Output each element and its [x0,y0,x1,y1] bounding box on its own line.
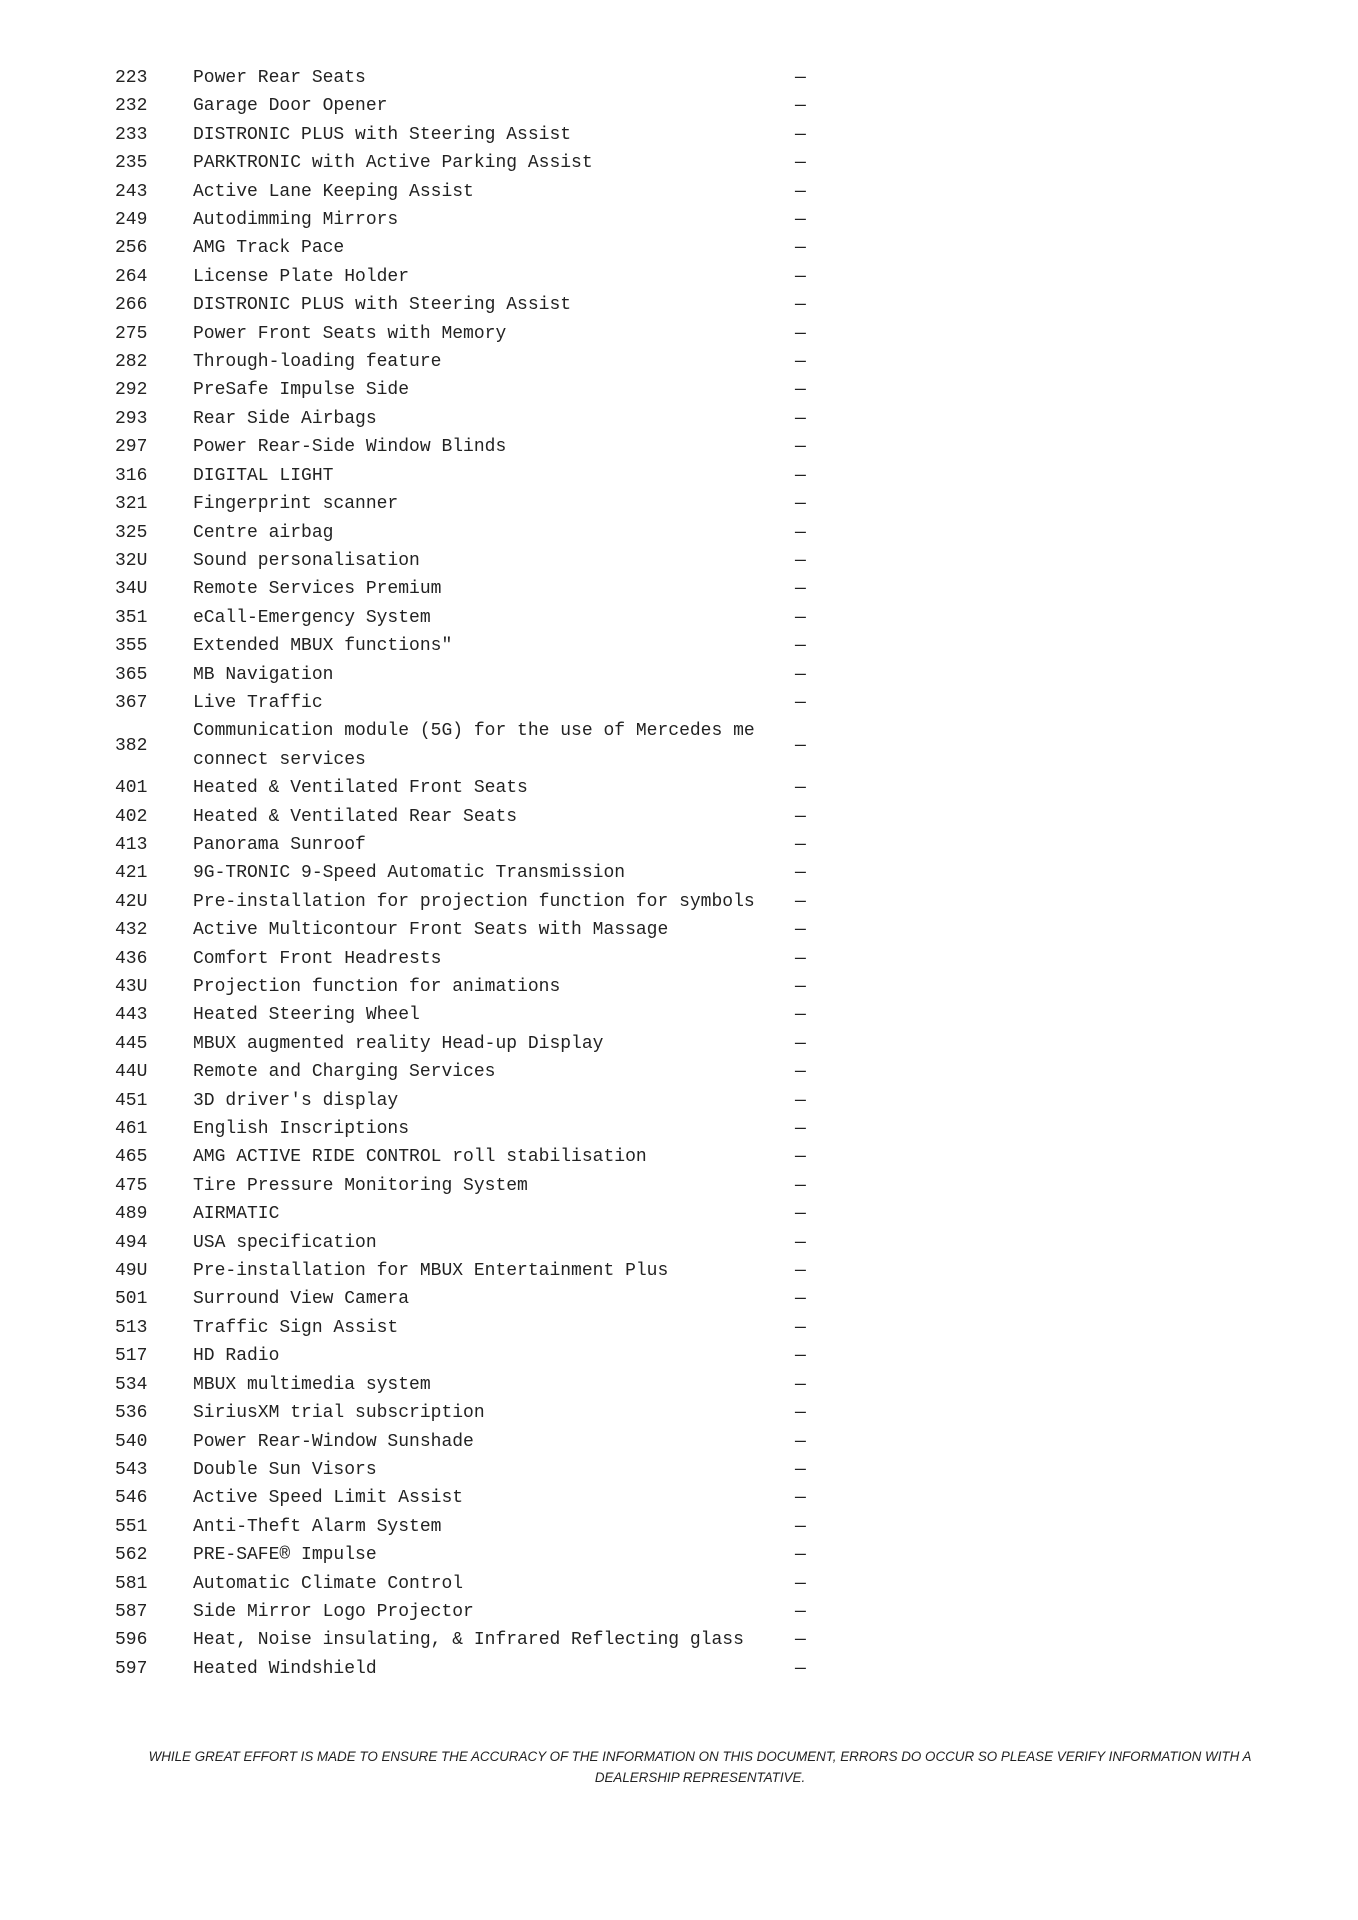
option-row [115,831,845,859]
option-value: — [795,1175,806,1196]
option-row [115,1428,845,1456]
option-value: — [795,1658,806,1679]
option-code: 402 [115,806,148,827]
option-name: PARKTRONIC with Active Parking Assist [193,153,593,174]
option-name: Heated & Ventilated Front Seats [193,778,528,799]
option-name: Pre-installation for projection function for symbols [193,891,755,912]
option-row [115,1342,845,1370]
option-row [115,859,845,887]
option-code: 461 [115,1119,148,1140]
option-code: 282 [115,352,148,373]
option-row [115,973,845,1001]
option-row [115,1456,845,1484]
option-row [115,888,845,916]
option-row [115,1257,845,1285]
option-code: 540 [115,1431,148,1452]
option-value: — [795,1630,806,1651]
option-value: — [795,1545,806,1566]
option-code: 275 [115,323,148,344]
option-code: 325 [115,522,148,543]
option-code: 293 [115,408,148,429]
option-value: — [795,664,806,685]
option-name: SiriusXM trial subscription [193,1403,485,1424]
option-value: — [795,550,806,571]
option-value: — [795,920,806,941]
option-code: 581 [115,1573,148,1594]
option-value: — [795,579,806,600]
option-code: 517 [115,1346,148,1367]
option-value: — [795,465,806,486]
option-name: Live Traffic [193,692,323,713]
option-code: 494 [115,1232,148,1253]
option-name: Side Mirror Logo Projector [193,1601,474,1622]
option-code: 232 [115,96,148,117]
option-row [115,178,845,206]
option-row [115,92,845,120]
option-name: MB Navigation [193,664,334,685]
option-value: — [795,295,806,316]
option-name: AIRMATIC [193,1204,280,1225]
option-value: — [795,266,806,287]
option-name: English Inscriptions [193,1119,410,1140]
option-code: 451 [115,1090,148,1111]
option-value: — [795,1346,806,1367]
option-value: — [795,153,806,174]
option-row [115,803,845,831]
option-code: 249 [115,210,148,231]
option-name: Fingerprint scanner [193,494,399,515]
option-name: Extended MBUX functions" [193,636,453,657]
option-row [115,405,845,433]
option-value: — [795,1232,806,1253]
option-value: — [795,1289,806,1310]
option-row [115,1371,845,1399]
option-name: HD Radio [193,1346,280,1367]
option-code: 34U [115,579,148,600]
option-value: — [795,1403,806,1424]
option-row [115,1143,845,1171]
option-row [115,1570,845,1598]
option-name: Garage Door Opener [193,96,388,117]
option-name: Remote and Charging Services [193,1062,496,1083]
option-row [115,1513,845,1541]
options-list [115,64,845,1683]
option-value: — [795,1119,806,1140]
option-code: 32U [115,550,148,571]
option-code: 223 [115,68,148,88]
option-code: 465 [115,1147,148,1168]
option-name: 3D driver's display [193,1090,399,1111]
option-row [115,774,845,802]
option-row [115,149,845,177]
option-code: 266 [115,295,148,316]
option-value: — [795,68,806,88]
option-value: — [795,1459,806,1480]
option-code: 546 [115,1488,148,1509]
option-name: Through-loading feature [193,352,442,373]
option-value: — [795,891,806,912]
option-row [115,490,845,518]
option-value: — [795,1062,806,1083]
option-code: 501 [115,1289,148,1310]
option-value: — [795,1431,806,1452]
option-code: 42U [115,891,148,912]
option-value: — [795,863,806,884]
option-code: 543 [115,1459,148,1480]
option-value: — [795,1005,806,1026]
option-name: PRE-SAFE® Impulse [193,1545,377,1566]
option-code: 297 [115,437,148,458]
option-value: — [795,408,806,429]
option-code: 243 [115,181,148,202]
option-name: Active Speed Limit Assist [193,1488,464,1509]
option-name: AMG Track Pace [193,238,345,259]
option-code: 513 [115,1317,148,1338]
option-code: 401 [115,778,148,799]
option-row [115,263,845,291]
option-code: 256 [115,238,148,259]
option-value: — [795,437,806,458]
option-value: — [795,96,806,117]
option-value: — [795,124,806,145]
option-name: MBUX multimedia system [193,1374,431,1395]
option-value: — [795,1488,806,1509]
option-name: Power Rear-Window Sunshade [193,1431,474,1452]
option-name: Power Front Seats with Memory [193,323,507,344]
option-name: eCall-Emergency System [193,607,431,628]
option-code: 351 [115,607,148,628]
option-row [115,462,845,490]
option-name: USA specification [193,1232,377,1253]
option-code: 43U [115,977,148,997]
option-row [115,689,845,717]
option-row [115,1285,845,1313]
option-row [115,1087,845,1115]
option-value: — [795,210,806,231]
option-value: — [795,1147,806,1168]
option-code: 551 [115,1516,148,1537]
option-name: Active Multicontour Front Seats with Massage [193,920,669,941]
option-row [115,547,845,575]
option-name: Heated & Ventilated Rear Seats [193,806,518,827]
option-value: — [795,1516,806,1537]
disclaimer-line-1: WHILE GREAT EFFORT IS MADE TO ENSURE THE ACCURACY OF THE INFORMATION ON THIS DOCUMENT, ERRORS DO OCCUR SO PLEASE VERIFY INFORMATION WITH A [148,1749,1252,1764]
footer-disclaimer [120,1746,1280,1788]
option-name: DISTRONIC PLUS with Steering Assist [193,295,572,316]
option-code: 365 [115,664,148,685]
option-name: Heated Steering Wheel [193,1005,420,1026]
option-name: 9G-TRONIC 9-Speed Automatic Transmission [193,863,626,884]
option-row [115,348,845,376]
option-name: Tire Pressure Monitoring System [193,1175,528,1196]
option-name: Power Rear Seats [193,68,366,88]
option-value: — [795,1573,806,1594]
option-row [115,206,845,234]
option-row [115,291,845,319]
option-row [115,661,845,689]
option-code: 355 [115,636,148,657]
option-value: — [795,977,806,997]
option-row [115,376,845,404]
option-code: 587 [115,1601,148,1622]
option-row [115,519,845,547]
option-code: 534 [115,1374,148,1395]
option-code: 445 [115,1033,148,1054]
option-code: 432 [115,920,148,941]
option-name: PreSafe Impulse Side [193,380,410,401]
option-name: Heated Windshield [193,1658,377,1679]
option-code: 292 [115,380,148,401]
option-row [115,433,845,461]
option-code: 596 [115,1630,148,1651]
option-name: Power Rear-Side Window Blinds [193,437,507,458]
option-row [115,717,845,774]
option-code: 44U [115,1062,148,1083]
option-code: 321 [115,494,148,515]
option-row [115,121,845,149]
option-name: AMG ACTIVE RIDE CONTROL roll stabilisation [193,1147,647,1168]
option-value: — [795,494,806,515]
option-code: 475 [115,1175,148,1196]
option-value: — [795,1601,806,1622]
option-name: Heat, Noise insulating, & Infrared Reflecting glass [193,1630,744,1651]
option-code: 264 [115,266,148,287]
option-name: Pre-installation for MBUX Entertainment Plus [193,1261,669,1282]
option-row [115,575,845,603]
option-value: — [795,1317,806,1338]
option-name: Double Sun Visors [193,1459,377,1480]
option-name: Surround View Camera [193,1289,410,1310]
option-row [115,945,845,973]
option-name: DISTRONIC PLUS with Steering Assist [193,124,572,145]
option-code: 49U [115,1261,148,1282]
option-value: — [795,735,806,756]
option-value: — [795,1374,806,1395]
option-value: — [795,352,806,373]
option-value: — [795,1090,806,1111]
option-value: — [795,948,806,969]
option-row [115,1655,845,1683]
option-name: Sound personalisation [193,550,420,571]
option-row [115,1172,845,1200]
option-name: Projection function for animations [193,977,561,997]
option-code: 436 [115,948,148,969]
option-value: — [795,1204,806,1225]
option-name: Automatic Climate Control [193,1573,464,1594]
option-name: Centre airbag [193,522,334,543]
option-row [115,1229,845,1257]
option-value: — [795,1033,806,1054]
option-code: 597 [115,1658,148,1679]
option-code: 413 [115,834,148,855]
option-row [115,1626,845,1654]
option-name: Autodimming Mirrors [193,210,399,231]
option-row [115,1200,845,1228]
option-name: Active Lane Keeping Assist [193,181,474,202]
option-value: — [795,834,806,855]
option-row [115,1399,845,1427]
option-value: — [795,380,806,401]
option-row [115,916,845,944]
option-name: Panorama Sunroof [193,834,366,855]
option-name: Comfort Front Headrests [193,948,442,969]
option-value: — [795,636,806,657]
option-code: 489 [115,1204,148,1225]
option-row [115,1314,845,1342]
option-row [115,64,845,92]
option-value: — [795,522,806,543]
option-value: — [795,323,806,344]
option-value: — [795,238,806,259]
option-code: 235 [115,153,148,174]
option-value: — [795,806,806,827]
option-row [115,1115,845,1143]
option-value: — [795,692,806,713]
option-value: — [795,607,806,628]
option-code: 536 [115,1403,148,1424]
option-name: Communication module (5G) for the use of Mercedes me connect services [193,721,755,770]
option-row [115,320,845,348]
option-row [115,234,845,262]
option-code: 421 [115,863,148,884]
option-row [115,1484,845,1512]
option-row [115,1001,845,1029]
option-code: 382 [115,735,148,756]
option-name: MBUX augmented reality Head-up Display [193,1033,604,1054]
option-value: — [795,1261,806,1282]
option-code: 367 [115,692,148,713]
option-value: — [795,181,806,202]
option-name: License Plate Holder [193,266,410,287]
option-row [115,632,845,660]
disclaimer-line-2: DEALERSHIP REPRESENTATIVE. [594,1770,806,1785]
option-row [115,1541,845,1569]
option-row [115,1598,845,1626]
option-name: Traffic Sign Assist [193,1317,399,1338]
option-code: 233 [115,124,148,145]
option-row [115,1058,845,1086]
option-name: Remote Services Premium [193,579,442,600]
option-row [115,604,845,632]
option-row [115,1030,845,1058]
option-code: 562 [115,1545,148,1566]
option-code: 443 [115,1005,148,1026]
option-name: DIGITAL LIGHT [193,465,334,486]
option-code: 316 [115,465,148,486]
option-name: Rear Side Airbags [193,408,377,429]
option-value: — [795,778,806,799]
option-name: Anti-Theft Alarm System [193,1516,442,1537]
